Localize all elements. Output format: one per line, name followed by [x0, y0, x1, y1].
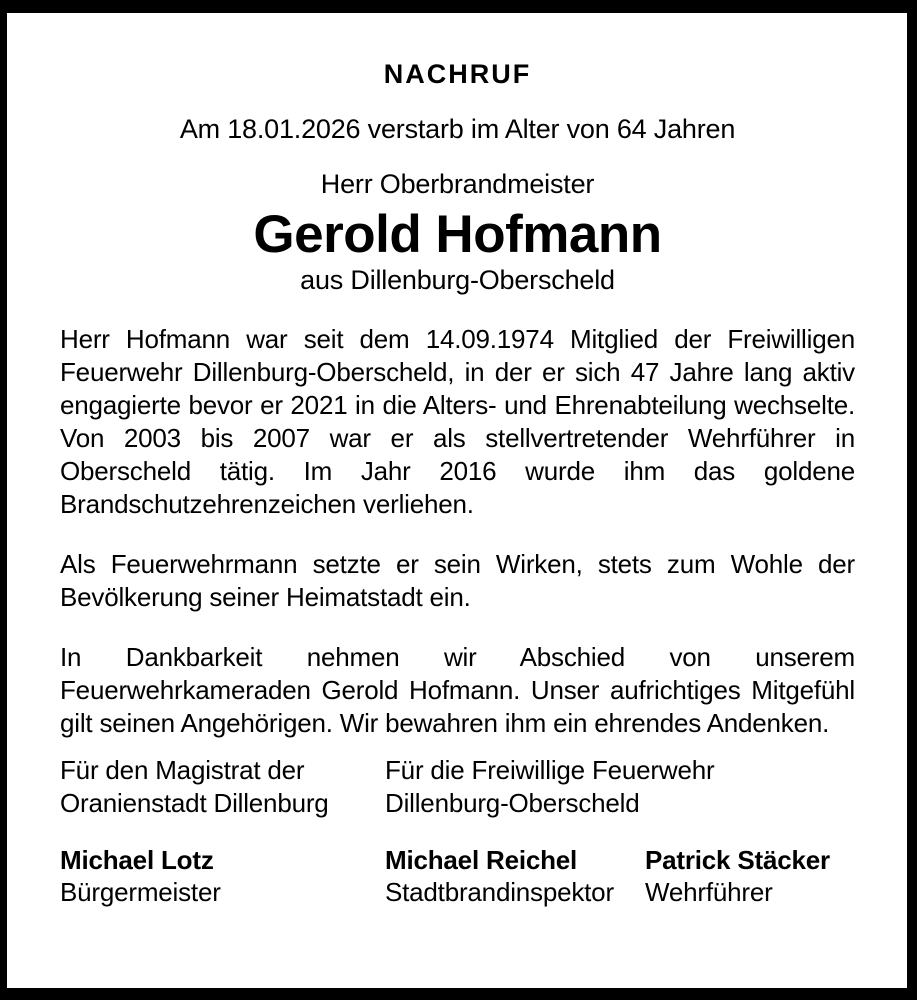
biography-paragraph: Herr Hofmann war seit dem 14.09.1974 Mitglied der Freiwilligen Feuerwehr Dillenburg-Oberscheld, in der er sich 47 Jahre lang aktiv engagierte bevor er 2021 in die Alters- und Ehrenabteilung wechselte. Von 2003 bis 2007 war er als stellvertretender Wehrführer in Oberscheld tätig. Im Jahr 2016 wurde ihm das goldene Brandschutzehrenzeichen verliehen.	[60, 324, 855, 519]
signatory-buergermeister	[60, 844, 385, 908]
attribution-row	[60, 754, 855, 820]
signatory-title: Bürgermeister	[60, 877, 221, 907]
attribution-feuerwehr-line-2: Dillenburg-Oberscheld	[385, 788, 640, 818]
signature-row	[60, 844, 855, 908]
death-date-line: Am 18.01.2026 verstarb im Alter von 64 Jahren	[179, 114, 736, 144]
signatory-name: Patrick Stäcker	[645, 845, 830, 875]
attribution-magistrat-line-2: Oranienstadt Dillenburg	[60, 788, 329, 818]
attribution-feuerwehr	[385, 754, 855, 820]
attribution-feuerwehr-line-1: Für die Freiwillige Feuerwehr	[385, 755, 715, 785]
signatory-title: Wehrführer	[645, 877, 773, 907]
salutation-line: Herr Oberbrandmeister	[320, 169, 595, 199]
tribute-paragraph: Als Feuerwehrmann setzte er sein Wirken, stets zum Wohle der Bevölkerung seiner Heimatstadt ein.	[60, 549, 855, 612]
origin-line: aus Dillenburg-Oberscheld	[300, 265, 615, 295]
farewell-paragraph: In Dankbarkeit nehmen wir Abschied von unserem Feuerwehrkameraden Gerold Hofmann. Unser aufrichtiges Mitgefühl gilt seinen Angehörigen. Wir bewahren ihm ein ehrendes Andenken.	[60, 642, 855, 738]
attribution-magistrat-line-1: Für den Magistrat der	[60, 755, 305, 785]
notice-kicker: NACHRUF	[383, 59, 532, 89]
deceased-name: Gerold Hofmann	[253, 205, 662, 264]
signatory-name: Michael Lotz	[60, 845, 214, 875]
signatory-title: Stadtbrandinspektor	[385, 877, 614, 907]
signatory-name: Michael Reichel	[385, 845, 578, 875]
signatory-wehrfuehrer	[645, 844, 855, 908]
signatory-stadtbrandinspektor	[385, 844, 645, 908]
attribution-magistrat	[60, 754, 385, 820]
